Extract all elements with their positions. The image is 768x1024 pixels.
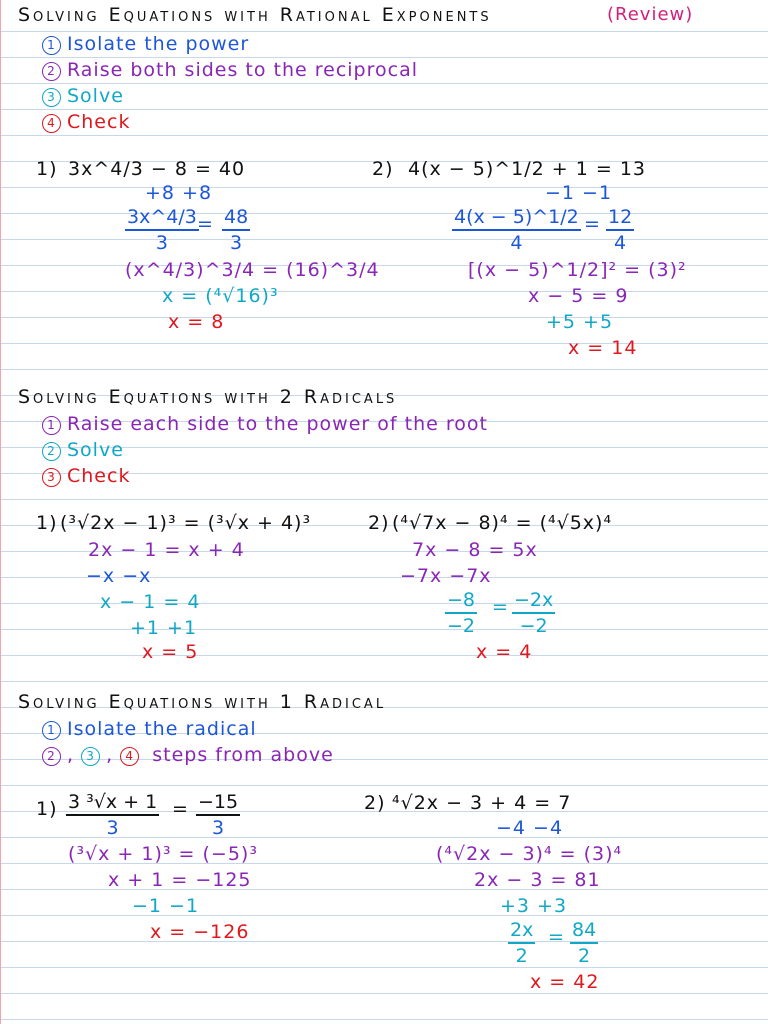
two-radicals-p1-answer: x = 5 (142, 641, 199, 663)
rational-p1-equals: = (197, 213, 213, 235)
one-radical-p1-answer: x = −126 (150, 921, 250, 943)
two-radicals-p1-step-4: +1 +1 (130, 617, 198, 639)
two-radicals-problem-2-label: 2) (368, 512, 390, 534)
section-title-rational-exponents: Solving Equations with Rational Exponents (18, 4, 492, 26)
one-radical-p1-subtract-1: −1 −1 (132, 895, 200, 917)
rational-p2-solve-step-1: x − 5 = 9 (528, 285, 629, 307)
step-number-1: 1 (42, 416, 61, 435)
rational-problem-2-label: 2) (372, 158, 394, 180)
steps-from-above: 2 , 3 , 4 steps from above (42, 743, 334, 767)
step-2-solve: 2 Solve (42, 438, 124, 462)
one-radical-p1-raise: (³√x + 1)³ = (−5)³ (68, 843, 258, 865)
rational-p1-answer: x = 8 (168, 311, 225, 333)
step-number-3: 3 (42, 88, 61, 107)
step-1-isolate-power: 1 Isolate the power (42, 32, 249, 56)
one-radical-problem-2-equation: ⁴√2x − 3 + 4 = 7 (392, 792, 572, 814)
one-radical-problem-2-label: 2) (364, 792, 386, 814)
two-radicals-problem-2-equation: (⁴√7x − 8)⁴ = (⁴√5x)⁴ (392, 512, 613, 534)
two-radicals-p1-step-1: 2x − 1 = x + 4 (88, 539, 245, 561)
one-radical-p2-fraction-right: $\frac{84}{2}$ (572, 919, 597, 967)
two-radicals-p2-equals: = (492, 596, 508, 618)
two-radicals-p2-fraction-right: $\frac{-2x}{-2}$ (514, 589, 554, 637)
rational-problem-1-equation: 3x^4/3 − 8 = 40 (68, 158, 246, 180)
one-radical-p2-subtract-4: −4 −4 (496, 817, 564, 839)
step-1-isolate-radical: 1 Isolate the radical (42, 717, 257, 741)
rational-p1-add-8: +8 +8 (145, 182, 213, 204)
rational-p1-solve: x = (⁴√16)³ (162, 285, 279, 307)
rational-p2-equals: = (584, 213, 600, 235)
one-radical-p1-fraction-right: $\frac{-15}{3}$ (198, 791, 239, 839)
one-radical-p2-answer: x = 42 (530, 971, 600, 993)
review-tag: (Review) (607, 4, 694, 25)
step-number-2: 2 (42, 62, 61, 81)
two-radicals-p1-step-2: −x −x (86, 565, 152, 587)
rational-p2-raise-reciprocal: [(x − 5)^1/2]² = (3)² (468, 259, 687, 281)
rational-problem-2-equation: 4(x − 5)^1/2 + 1 = 13 (408, 158, 647, 180)
one-radical-p2-add-3: +3 +3 (500, 895, 568, 917)
one-radical-p2-fraction-left: $\frac{2x}{2}$ (510, 919, 534, 967)
section-title-two-radicals: Solving Equations with 2 Radicals (18, 386, 398, 408)
two-radicals-problem-1-equation: (³√2x − 1)³ = (³√x + 4)³ (60, 512, 312, 534)
step-number-2: 2 (42, 442, 61, 461)
step-number-2: 2 (42, 747, 61, 766)
two-radicals-problem-1-label: 1) (36, 512, 58, 534)
two-radicals-p1-step-3: x − 1 = 4 (100, 591, 201, 613)
step-4-check: 4 Check (42, 110, 130, 134)
two-radicals-p2-step-1: 7x − 8 = 5x (412, 539, 538, 561)
two-radicals-p2-step-2: −7x −7x (400, 565, 492, 587)
step-number-4: 4 (120, 747, 139, 766)
one-radical-p1-simplify: x + 1 = −125 (108, 869, 252, 891)
rational-p2-answer: x = 14 (568, 337, 638, 359)
rational-p2-subtract-1: −1 −1 (545, 182, 613, 204)
step-3-check: 3 Check (42, 464, 130, 488)
step-number-4: 4 (42, 114, 61, 133)
rational-p1-raise-reciprocal: (x^4/3)^3/4 = (16)^3/4 (125, 259, 380, 281)
two-radicals-p2-answer: x = 4 (476, 641, 533, 663)
step-1-raise-each-side: 1 Raise each side to the power of the root (42, 412, 488, 436)
two-radicals-p2-fraction-left: $\frac{-8}{-2}$ (447, 589, 476, 637)
step-number-1: 1 (42, 36, 61, 55)
rational-p1-fraction-right: $\frac{48}{3}$ (224, 206, 249, 254)
one-radical-problem-1-label: 1) (36, 798, 58, 820)
one-radical-p2-equals: = (548, 926, 564, 948)
step-number-3: 3 (42, 468, 61, 487)
one-radical-p1-fraction-left: $\frac{\text{3 ³√x + 1}}{3}$ (68, 791, 158, 839)
step-3-solve: 3 Solve (42, 84, 124, 108)
step-number-1: 1 (42, 721, 61, 740)
rational-p1-fraction-left: $\frac{3x\^{}4/3}{3}$ (127, 206, 197, 254)
one-radical-p2-raise: (⁴√2x − 3)⁴ = (3)⁴ (436, 843, 623, 865)
step-number-3: 3 (81, 747, 100, 766)
one-radical-p1-equals: = (172, 798, 188, 820)
rational-p2-fraction-right: $\frac{12}{4}$ (608, 206, 633, 254)
rational-p2-fraction-left: $\frac{4(x - 5)\^{}1/2}{4}$ (454, 206, 579, 254)
section-title-one-radical: Solving Equations with 1 Radical (18, 691, 387, 713)
one-radical-p2-simplify: 2x − 3 = 81 (474, 869, 601, 891)
rational-problem-1-label: 1) (36, 158, 58, 180)
rational-p2-solve-step-2: +5 +5 (546, 311, 614, 333)
step-2-raise-reciprocal: 2 Raise both sides to the reciprocal (42, 58, 418, 82)
